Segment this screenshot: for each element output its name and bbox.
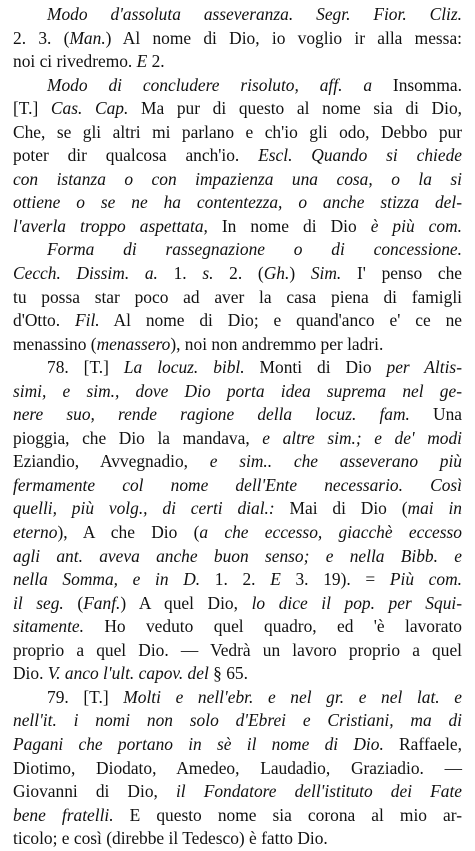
text-line bbox=[13, 474, 462, 498]
italic-segment: eterno bbox=[13, 522, 58, 543]
text-segment: d'Otto. bbox=[13, 310, 75, 331]
text-segment: proprio a quel Dio. — Vedrà un lavoro proprio a quel bbox=[13, 639, 462, 660]
italic-segment: Cecch. Dissim. a. bbox=[13, 263, 158, 284]
text-line bbox=[13, 121, 462, 145]
text-line bbox=[13, 427, 462, 451]
text-segment: ticolo; e così (direbbe il Tedesco) è fatto Dio. bbox=[13, 828, 328, 849]
text-segment: ) A quel Dio, bbox=[120, 592, 252, 613]
italic-segment: con istanza o con impazienza una cosa, o la si bbox=[13, 168, 462, 189]
italic-segment: il Fondatore dell'istituto dei Fate bbox=[175, 781, 462, 802]
italic-segment: E bbox=[270, 569, 281, 590]
text-segment: Raffaele, bbox=[383, 733, 462, 754]
italic-segment: Pagani che portano in sè il nome di Dio. bbox=[13, 733, 384, 754]
italic-segment: l'averla troppo aspettata, bbox=[13, 215, 208, 236]
text-line bbox=[13, 615, 462, 639]
text-segment: I' penso che bbox=[341, 263, 462, 284]
text-segment: Giovanni di Dio, bbox=[13, 781, 176, 802]
text-segment: 78. [T.] bbox=[47, 357, 124, 378]
italic-segment: V. anco l'ult. capov. del bbox=[47, 663, 209, 684]
text-segment: ) Al nome di Dio, io voglio ir alla messa: bbox=[105, 27, 462, 48]
italic-segment: sitamente. bbox=[13, 616, 84, 637]
italic-segment: a che eccesso, giacchè eccesso bbox=[199, 522, 462, 543]
text-line bbox=[13, 27, 462, 51]
text-segment: ), A che Dio ( bbox=[57, 522, 200, 543]
text-segment: pioggia, che Dio la mandava, bbox=[13, 427, 263, 448]
text-line bbox=[13, 286, 462, 310]
text-segment: E questo nome sia corona al mio ar- bbox=[113, 804, 462, 825]
text-segment: 3. 19). = bbox=[280, 569, 390, 590]
text-line bbox=[13, 497, 462, 521]
text-line bbox=[13, 168, 462, 192]
text-line bbox=[13, 74, 462, 98]
text-line bbox=[13, 309, 462, 333]
italic-segment: ottiene o se ne ha contentezza, o anche stizza del- bbox=[13, 192, 462, 213]
text-segment: Insomma. bbox=[372, 74, 462, 95]
text-segment: 2. ( bbox=[213, 263, 264, 284]
text-segment: [T.] bbox=[13, 98, 51, 119]
italic-segment: menassero bbox=[96, 333, 171, 354]
text-line bbox=[13, 191, 462, 215]
text-segment: 2. 3. ( bbox=[13, 27, 70, 48]
text-segment: Che, se gli altri mi parlano e ch'io gli odo, Debbo pur bbox=[13, 121, 462, 142]
text-line bbox=[13, 780, 462, 804]
text-segment: poter dir qualcosa anch'io. bbox=[13, 145, 259, 166]
text-segment: menassino ( bbox=[13, 333, 97, 354]
italic-segment: bene fratelli. bbox=[13, 804, 114, 825]
text-line bbox=[13, 144, 462, 168]
text-line bbox=[13, 733, 462, 757]
text-line bbox=[13, 356, 462, 380]
text-line bbox=[13, 333, 462, 357]
text-line bbox=[13, 592, 462, 616]
text-line bbox=[13, 238, 462, 262]
text-segment: tu possa star poco ad aver la casa piena di famigli bbox=[13, 286, 462, 307]
italic-segment: quelli, più volg., di certi dial.: bbox=[13, 498, 275, 519]
italic-segment: nella Somma, e in D. bbox=[13, 569, 201, 590]
text-line bbox=[13, 380, 462, 404]
text-segment: 1. bbox=[157, 263, 203, 284]
italic-segment: per Altis- bbox=[386, 357, 462, 378]
italic-segment: Escl. Quando si chiede bbox=[258, 145, 462, 166]
italic-segment: E bbox=[136, 51, 148, 72]
text-segment: 2. bbox=[147, 51, 165, 72]
text-segment: ) bbox=[289, 263, 311, 284]
text-segment: noi ci rivedremo. bbox=[13, 51, 137, 72]
text-line bbox=[13, 568, 462, 592]
italic-segment: Man. bbox=[69, 27, 106, 48]
italic-segment: mai in bbox=[407, 498, 462, 519]
text-line bbox=[13, 450, 462, 474]
text-line bbox=[13, 262, 462, 286]
text-line bbox=[13, 521, 462, 545]
italic-segment: il seg. bbox=[13, 592, 64, 613]
text-line bbox=[13, 827, 462, 851]
italic-segment: Molti e nell'ebr. e nel gr. e nel lat. e bbox=[123, 686, 462, 707]
italic-segment: Gh. bbox=[263, 263, 290, 284]
text-segment: Una bbox=[409, 404, 462, 425]
text-line bbox=[13, 639, 462, 663]
italic-segment: agli ant. aveva anche buon senso; e nella Bibb. e bbox=[13, 545, 462, 566]
italic-segment: e sim.. che asseverano più bbox=[209, 451, 462, 472]
text-line bbox=[13, 757, 462, 781]
text-segment: In nome di Dio bbox=[207, 215, 371, 236]
italic-segment: s. bbox=[202, 263, 214, 284]
text-segment: Ma pur di questo al nome sia di Dio, bbox=[128, 98, 462, 119]
text-line bbox=[13, 403, 462, 427]
text-segment: Diotimo, Diodato, Amedeo, Laudadio, Graziadio. — bbox=[13, 757, 462, 778]
italic-segment: Cas. Cap. bbox=[50, 98, 129, 119]
text-segment: Mai di Dio ( bbox=[274, 498, 408, 519]
italic-segment: Fil. bbox=[74, 310, 100, 331]
text-line bbox=[13, 97, 462, 121]
text-segment: Al nome di Dio; e quand'anco e' ce ne bbox=[99, 310, 462, 331]
text-line bbox=[13, 804, 462, 828]
text-segment: 79. [T.] bbox=[47, 686, 124, 707]
text-line bbox=[13, 3, 462, 27]
text-segment: Ho veduto quel quadro, ed 'è lavorato bbox=[84, 616, 462, 637]
italic-segment: nell'it. i nomi non solo d'Ebrei e Cristiani, ma di bbox=[13, 710, 462, 731]
italic-segment: simi, e sim., dove Dio porta idea suprema nel ge- bbox=[13, 380, 462, 401]
italic-segment: Modo d'assoluta asseveranza. Segr. Fior. Cliz. bbox=[47, 4, 462, 24]
italic-segment: Fanf. bbox=[83, 592, 121, 613]
text-segment: Eziandio, Avvegnadio, bbox=[13, 451, 210, 472]
italic-segment: Più com. bbox=[389, 569, 462, 590]
text-line bbox=[13, 215, 462, 239]
text-segment: 1. 2. bbox=[200, 569, 271, 590]
text-line bbox=[13, 686, 462, 710]
italic-segment: nere suo, rende ragione della locuz. fam. bbox=[13, 404, 410, 425]
italic-segment: Modo di concludere risoluto, aff. a bbox=[47, 74, 373, 95]
italic-segment: Forma di rassegnazione o di concessione. bbox=[47, 239, 462, 260]
italic-segment: lo dice il pop. per Squi- bbox=[251, 592, 463, 613]
text-line bbox=[13, 545, 462, 569]
italic-segment: è più com. bbox=[370, 215, 462, 236]
text-line bbox=[13, 662, 462, 686]
italic-segment: Sim. bbox=[310, 263, 342, 284]
text-line bbox=[13, 50, 462, 74]
italic-segment: La locuz. bibl. bbox=[123, 357, 245, 378]
text-segment: § 65. bbox=[208, 663, 248, 684]
text-line bbox=[13, 709, 462, 733]
text-segment: Dio. bbox=[13, 663, 48, 684]
text-segment: Monti di Dio bbox=[244, 357, 387, 378]
italic-segment: fermamente col nome dell'Ente necessario. Così bbox=[13, 474, 462, 495]
text-segment: ), noi non andremmo per ladri. bbox=[170, 333, 384, 354]
italic-segment: e altre sim.; e de' modi bbox=[262, 427, 463, 448]
text-segment: ( bbox=[63, 592, 84, 613]
